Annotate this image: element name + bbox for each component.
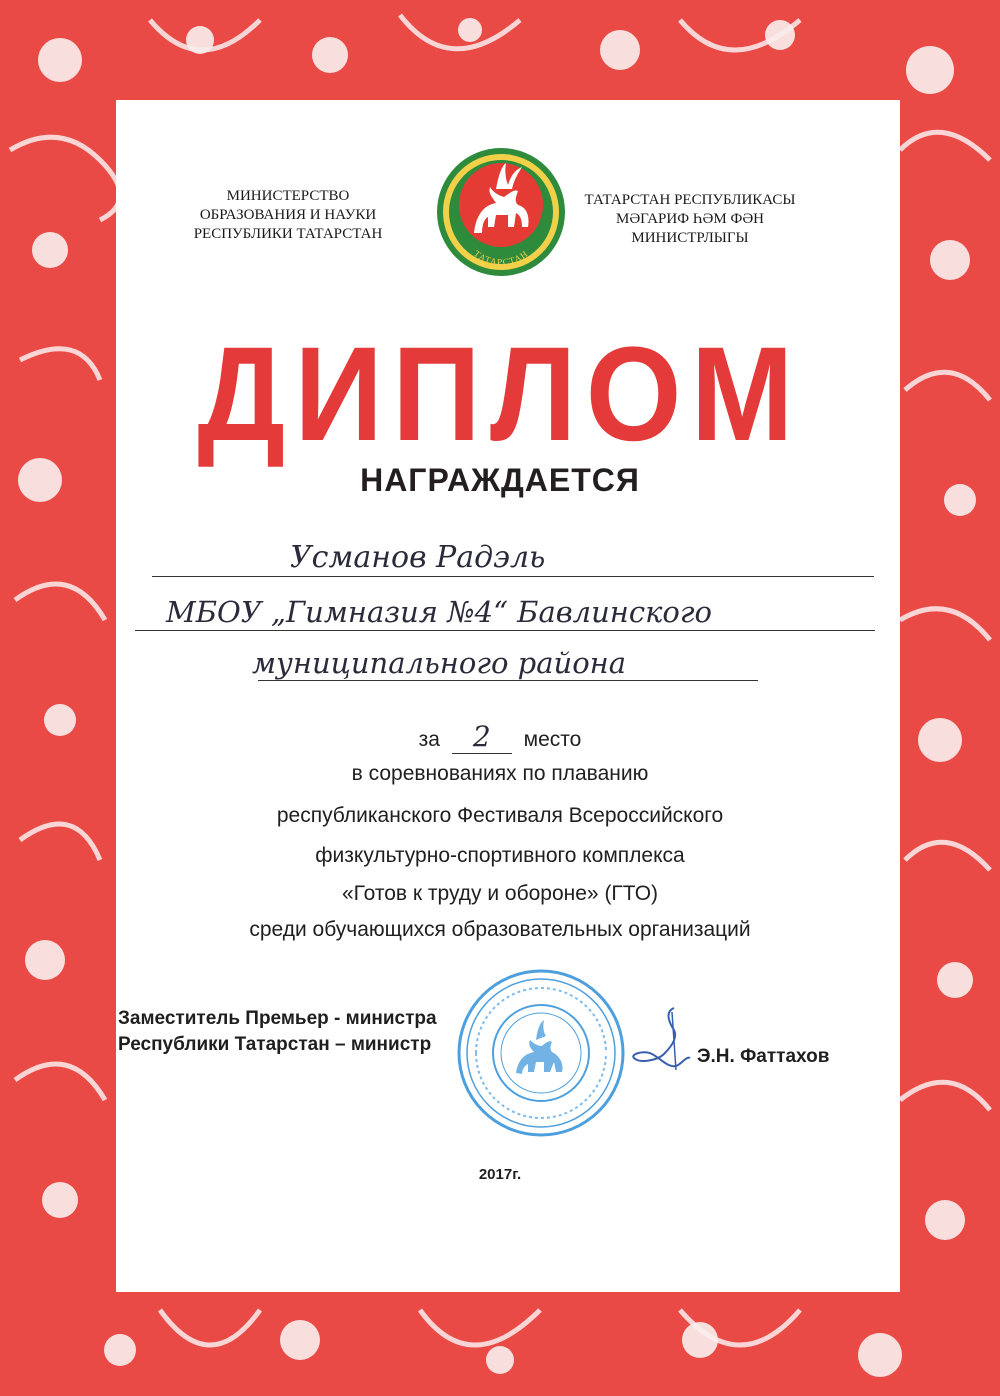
description-line: республиканского Фестиваля Всероссийского xyxy=(276,804,724,827)
place-suffix: место xyxy=(523,728,582,751)
recipient-org-line1: МБОУ „Гимназия №4“ Бавлинского xyxy=(166,595,713,629)
issue-year: 2017г. xyxy=(478,1166,522,1183)
awarded-heading: НАГРАЖДАЕТСЯ xyxy=(360,462,640,498)
recipient-name: Усманов Радэль xyxy=(290,540,546,575)
recipient-org-underline-2 xyxy=(258,680,758,681)
diploma-title: ДИПЛОМ xyxy=(197,320,803,469)
description-line: в соревнованиях по плаванию xyxy=(351,762,649,785)
signer-title-line: Заместитель Премьер - министра xyxy=(118,1008,437,1029)
recipient-org-underline xyxy=(135,630,875,631)
place-row xyxy=(0,720,1000,754)
official-seal-icon xyxy=(456,968,626,1138)
recipient-name-underline xyxy=(152,576,874,577)
ministry-ru-line: МИНИСТЕРСТВО xyxy=(226,188,350,204)
ministry-tt-line: МИНИСТРЛЫГЫ xyxy=(631,230,749,246)
ministry-ru-line: ОБРАЗОВАНИЯ И НАУКИ xyxy=(199,207,377,223)
emblem-caption: ТАТАРСТАН xyxy=(471,248,531,268)
handwritten-signature xyxy=(604,1002,704,1082)
recipient-org-line2: муниципального района xyxy=(252,646,627,680)
ministry-name-russian xyxy=(178,187,398,244)
signer-title-line: Республики Татарстан – министр xyxy=(118,1034,432,1055)
ministry-tt-line: МӘГАРИФ ҺӘМ ФӘН xyxy=(615,211,764,227)
description-line: физкультурно-спортивного комплекса xyxy=(315,844,685,867)
ministry-name-tatar xyxy=(580,191,800,248)
ministry-tt-line: ТАТАРСТАН РЕСПУБЛИКАСЫ xyxy=(584,192,796,208)
place-value: 2 xyxy=(452,720,512,754)
signer-name: Э.Н. Фаттахов xyxy=(697,1046,830,1067)
signer-title xyxy=(118,1006,437,1058)
tatarstan-coat-of-arms-icon xyxy=(434,145,568,279)
description-line: «Готов к труду и обороне» (ГТО) xyxy=(341,882,659,905)
ministry-ru-line: РЕСПУБЛИКИ ТАТАРСТАН xyxy=(193,226,383,242)
description-line: среди обучающихся образовательных организаций xyxy=(249,918,751,941)
place-prefix: за xyxy=(418,728,440,751)
